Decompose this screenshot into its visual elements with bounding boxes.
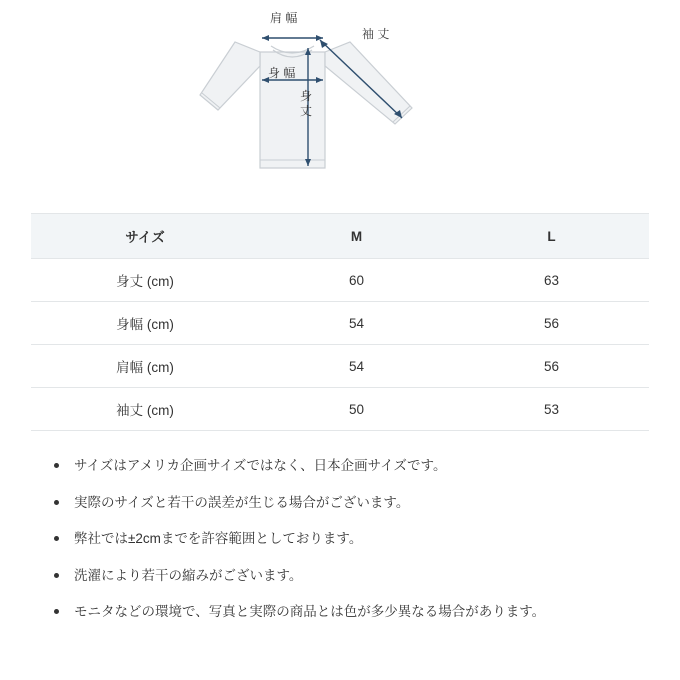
- row-label: 身丈 (cm): [31, 259, 259, 302]
- header-size: サイズ: [31, 214, 259, 259]
- size-table: [31, 213, 649, 431]
- list-item: サイズはアメリカ企画サイズではなく、日本企画サイズです。: [40, 457, 640, 475]
- table-row: [31, 388, 649, 431]
- list-item: 実際のサイズと若干の誤差が生じる場合がございます。: [40, 494, 640, 512]
- sleeve-measure-arrow: [320, 40, 402, 118]
- row-value-l: 56: [454, 345, 649, 388]
- size-table-head: [31, 214, 649, 259]
- row-value-m: 60: [259, 259, 454, 302]
- header-m: M: [259, 214, 454, 259]
- row-value-l: 56: [454, 302, 649, 345]
- size-table-body: [31, 259, 649, 431]
- label-sleeve: 袖 丈: [362, 27, 390, 41]
- garment-measurement-illustration: [0, 0, 680, 195]
- sweatshirt-diagram-svg: [140, 0, 540, 185]
- header-l: L: [454, 214, 649, 259]
- row-value-l: 63: [454, 259, 649, 302]
- row-value-l: 53: [454, 388, 649, 431]
- table-row: [31, 259, 649, 302]
- table-header-row: [31, 214, 649, 259]
- garment-left-sleeve: [200, 42, 260, 110]
- row-value-m: 50: [259, 388, 454, 431]
- label-length: 身丈: [300, 89, 313, 118]
- table-row: [31, 302, 649, 345]
- notes-list: [40, 457, 640, 621]
- row-value-m: 54: [259, 302, 454, 345]
- row-label: 身幅 (cm): [31, 302, 259, 345]
- row-value-m: 54: [259, 345, 454, 388]
- list-item: モニタなどの環境で、写真と実際の商品とは色が多少異なる場合があります。: [40, 603, 640, 621]
- row-label: 袖丈 (cm): [31, 388, 259, 431]
- row-label: 肩幅 (cm): [31, 345, 259, 388]
- label-shoulder: 肩 幅: [270, 11, 298, 25]
- list-item: 洗濯により若干の縮みがございます。: [40, 567, 640, 585]
- label-chest: 身 幅: [268, 66, 296, 80]
- list-item: 弊社では±2cmまでを許容範囲としております。: [40, 530, 640, 548]
- shoulder-measure-arrow: [262, 35, 323, 41]
- table-row: [31, 345, 649, 388]
